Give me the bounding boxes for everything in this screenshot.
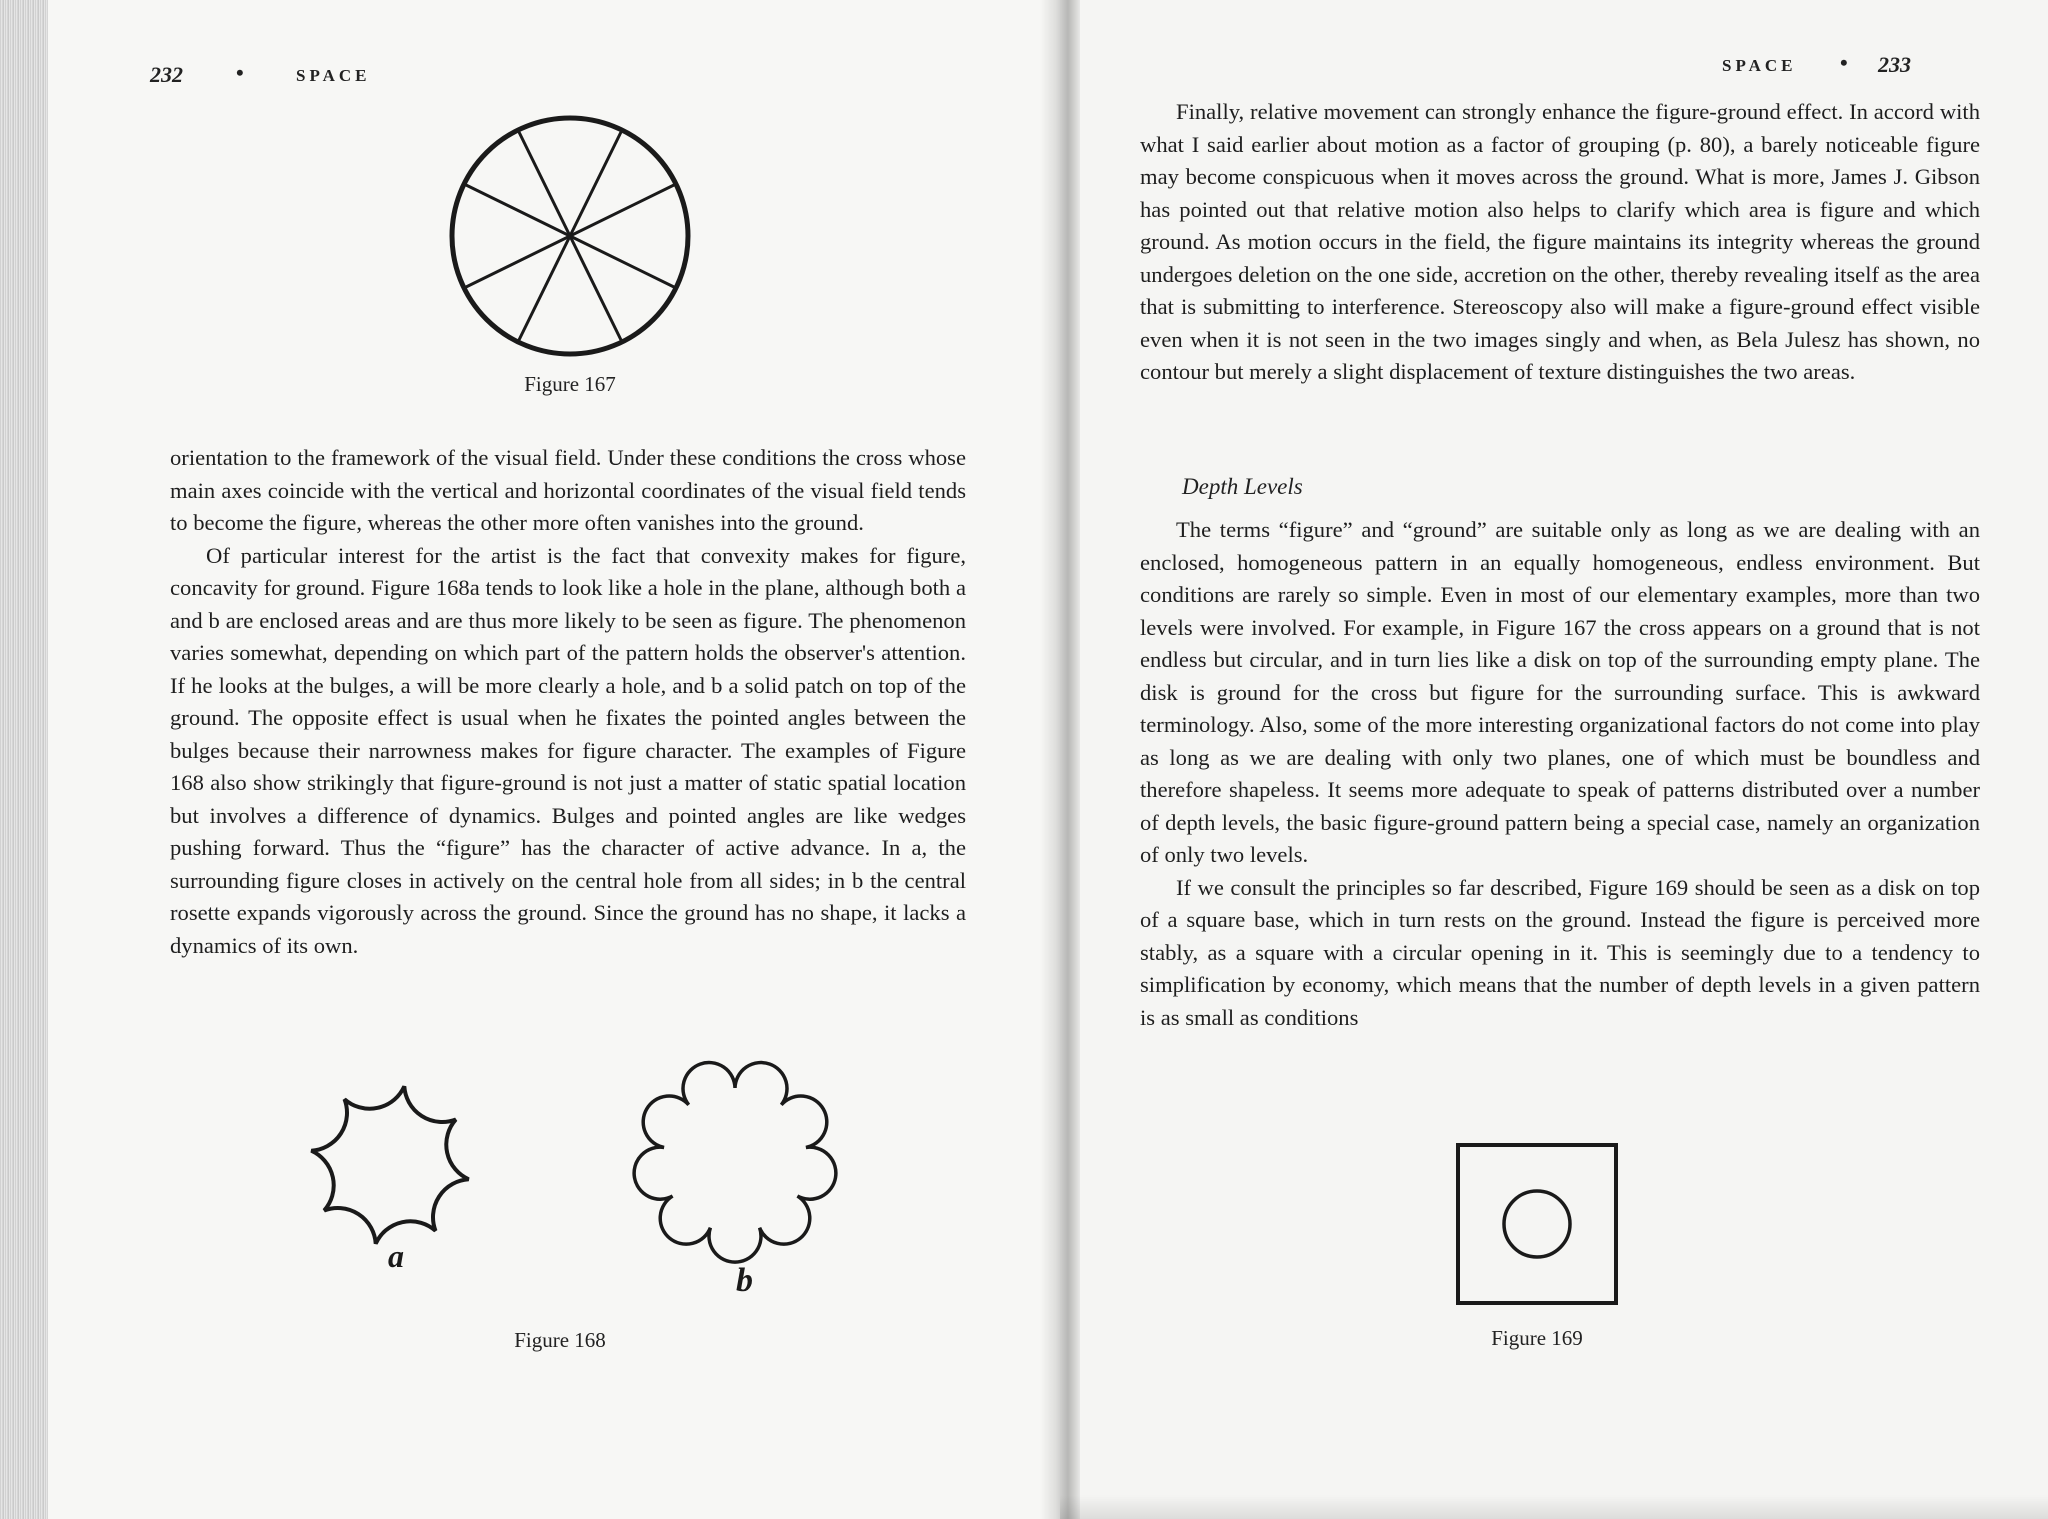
figure-167-caption: Figure 167 [524, 372, 616, 396]
figure-168a-label: a [388, 1238, 404, 1274]
figure-168b-label: b [736, 1262, 753, 1299]
book-gutter [1040, 0, 1080, 1519]
running-head-bullet: • [236, 60, 244, 85]
right-body-text-bottom [1140, 514, 1980, 1034]
page-number: 233 [1878, 52, 1911, 77]
paragraph: The terms “figure” and “ground” are suitable only as long as we are dealing with an enclosed, homogeneous pattern in an equally homogeneous, endless environment. But conditions are rarely so simple. Even in most of our elementary examples, more than two levels were involved. For example, in Figure 167 the cross appears on a ground that is not endless but circular, and in turn lies like a disk on top of the surrounding empty plane. The disk is ground for the cross but figure for the surrounding surface. This is awkward terminology. Also, some of the more interesting organizational factors do not come into play as long as we are dealing with only two planes, one of which must be boundless and therefore shapeless. It seems more adequate to speak of patterns distributed over a number of depth levels, the basic figure-ground pattern being a special case, namely an organization of only two levels. [1140, 517, 1980, 867]
left-body-text [170, 442, 966, 962]
paragraph: orientation to the framework of the visual field. Under these conditions the cross whose main axes coincide with the vertical and horizontal coordinates of the visual field tends to become the figure, whereas the other more often vanishes into the ground. [170, 445, 966, 535]
right-body-text-top [1140, 96, 1980, 389]
paragraph: Finally, relative movement can strongly enhance the figure-ground effect. In accord with what I said earlier about motion as a factor of grouping (p. 80), a barely noticeable figure may become conspicuous when it moves across the ground. What is more, James J. Gibson has pointed out that relative motion also helps to clarify which area is figure and which ground. As motion occurs in the field, the figure maintains its integrity whereas the ground undergoes deletion on the one side, accretion on the other, thereby revealing itself as the area that is submitting to interference. Stereoscopy also will make a figure-ground effect visible even when it is not seen in the two images singly and when, as Bela Julesz has shown, no contour but merely a slight displacement of texture distinguishes the two areas. [1140, 99, 1980, 384]
paragraph: If we consult the principles so far described, Figure 169 should be seen as a disk on top of a square base, which in turn rests on the ground. Instead the figure is perceived more stably, as a square with a circular opening in it. This is seemingly due to a tendency to simplification by economy, which means that the number of depth levels in a given pattern is as small as conditions [1140, 874, 1980, 1030]
figure-169-caption: Figure 169 [1491, 1326, 1583, 1350]
figure-168b-diagram [640, 1065, 830, 1255]
figure-168-caption: Figure 168 [514, 1328, 606, 1352]
running-head: SPACE [1722, 56, 1797, 75]
right-page [1060, 0, 2048, 1519]
figure-168a-diagram [300, 1080, 480, 1250]
page-shadow [1060, 1495, 2048, 1519]
running-head: SPACE [296, 66, 371, 85]
page-number: 232 [150, 62, 183, 87]
section-heading: Depth Levels [1182, 474, 1303, 499]
figure-167-diagram [446, 112, 694, 360]
figure-169-diagram [1456, 1143, 1618, 1305]
paragraph: Of particular interest for the artist is the fact that convexity makes for figure, concavity for ground. Figure 168a tends to look like a hole in the plane, although both a and b are enclosed areas and are thus more likely to be seen as figure. The phenomenon varies somewhat, depending on which part of the pattern holds the observer's attention. If he looks at the bulges, a will be more clearly a hole, and b a solid patch on top of the ground. The opposite effect is usual when he fixates the pointed angles between the bulges because their narrowness makes for figure character. The examples of Figure 168 also show strikingly that figure-ground is not just a matter of static spatial location but involves a difference of dynamics. Bulges and pointed angles are like wedges pushing forward. Thus the “figure” has the character of active advance. In a, the surrounding figure closes in actively on the central hole from all sides; in b the central rosette expands vigorously across the ground. Since the ground has no shape, it lacks a dynamics of its own. [170, 542, 966, 958]
book-page-edges [0, 0, 48, 1519]
running-head-bullet: • [1840, 50, 1848, 75]
